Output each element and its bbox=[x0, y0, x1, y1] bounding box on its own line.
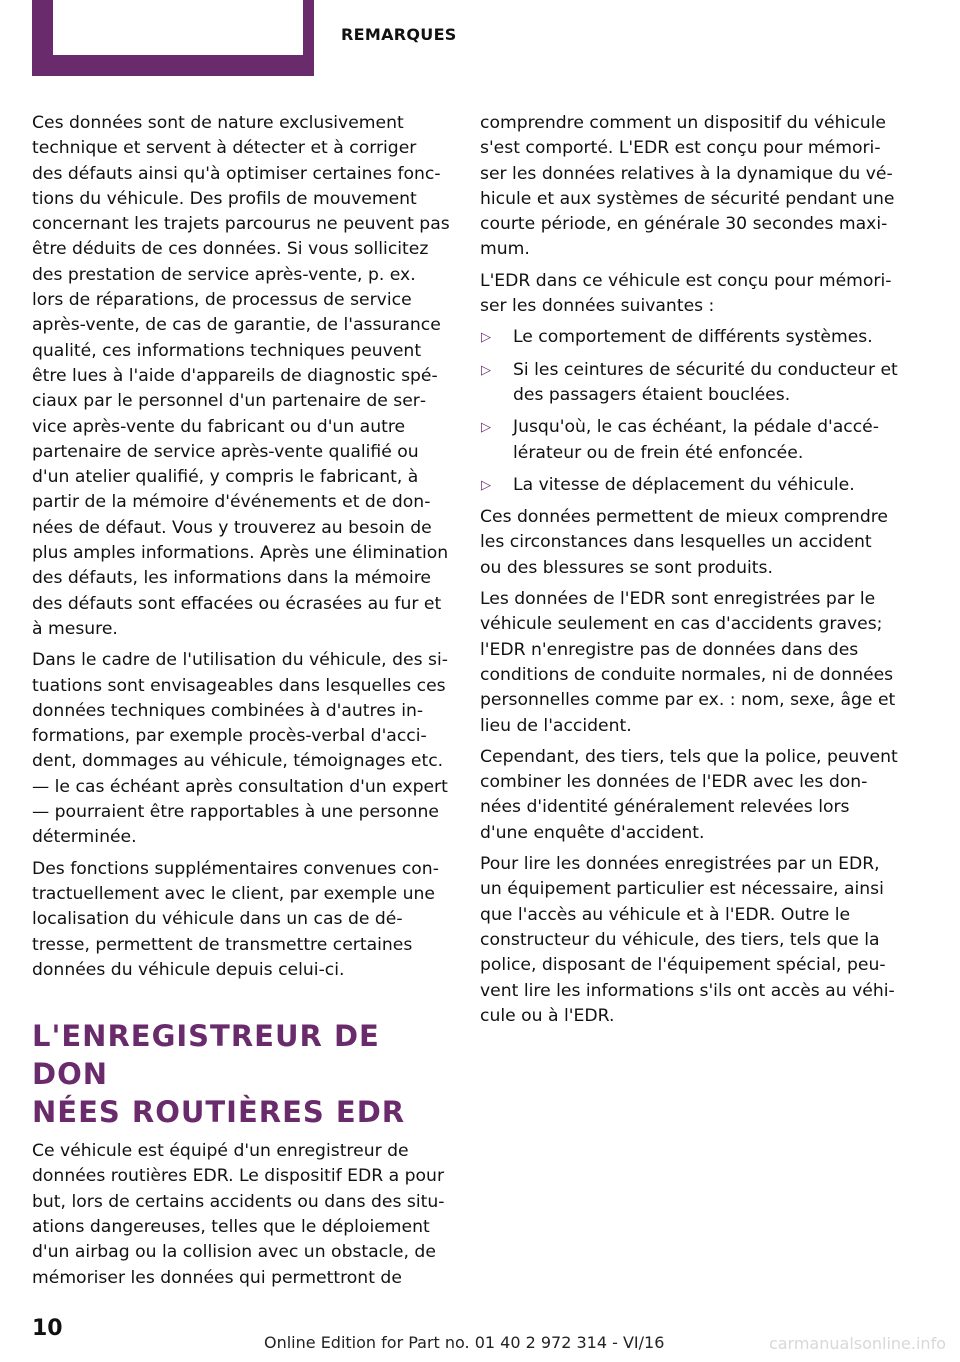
triangle-right-icon: ▷ bbox=[481, 420, 491, 436]
list-item bbox=[480, 325, 898, 350]
list-item-text: Jusqu'où, le cas échéant, la pédale d'accélérateur ou de frein été enfoncée. bbox=[513, 417, 879, 463]
section-heading-line: NÉES ROUTIÈRES EDR bbox=[32, 1095, 406, 1130]
header-tab-inner bbox=[53, 0, 303, 55]
paragraph: comprendre comment un dispositif du véhicule s'est comporté. L'EDR est conçu pour mémoriser les données relatives à la dynamique du véhicule et aux systèmes de sécurité pendant une courte période, en générale 30 secondes maximum. bbox=[480, 113, 895, 260]
triangle-right-icon: ▷ bbox=[481, 477, 491, 493]
bullet-list bbox=[480, 325, 898, 498]
header-tab bbox=[32, 0, 314, 76]
paragraph: Les données de l'EDR sont enregistrées par le véhicule seulement en cas d'accidents graves; l'EDR n'enregistre pas de données dans des conditions de conduite normales, ni de données personnelles comme par ex. : nom, sexe, âge et lieu de l'accident. bbox=[480, 589, 896, 736]
section-heading bbox=[32, 1017, 450, 1131]
list-item bbox=[480, 358, 898, 409]
header-title: REMARQUES bbox=[341, 25, 457, 44]
paragraph: Ces données permettent de mieux comprendre les circonstances dans lesquelles un accident ou des blessures se sont produits. bbox=[480, 507, 889, 578]
right-column bbox=[480, 111, 898, 1035]
paragraph: Pour lire les données enregistrées par un EDR, un équipement particulier est nécessaire, ainsi que l'accès au véhicule et à l'EDR. Outre le constructeur du véhicule, des tiers, tels que la police, disposant de l'équipement spécial, peuvent lire les informations s'ils ont accès au véhicule ou à l'EDR. bbox=[480, 854, 895, 1026]
page-number: 10 bbox=[32, 1316, 63, 1341]
section-heading-line: L'ENREGISTREUR DE DON bbox=[32, 1019, 380, 1092]
paragraph: Cependant, des tiers, tels que la police, peuvent combiner les données de l'EDR avec les données d'identité généralement relevées lors d'une enquête d'accident. bbox=[480, 746, 898, 843]
left-column bbox=[32, 111, 450, 1297]
watermark: carmanualsonline.info bbox=[768, 1334, 946, 1353]
paragraph: Ces données sont de nature exclusivement technique et servent à détecter et à corriger des défauts ainsi qu'à optimiser certaines fonctions du véhicule. Des profils de mouvement concernant les trajets parcourus ne peuvent pas être déduits de ces données. Si vous sollicitez des prestation de service après-vente, p. ex. lors de réparations, de processus de service après-vente, de cas de garantie, de l'assurance qualité, ces informations techniques peuvent être lues à l'aide d'appareils de diagnostic spéciaux par le personnel d'un partenaire de service après-vente du fabricant ou d'un autre partenaire de service après-vente qualifié ou d'un atelier qualifié, y compris le fabricant, à partir de la mémoire d'événements et de données de défaut. Vous y trouverez au besoin de plus amples informations. Après une élimination des défauts, les informations dans la mémoire des défauts sont effacées ou écrasées au fur et à mesure. bbox=[32, 113, 450, 639]
list-item-text: Le comportement de différents systèmes. bbox=[513, 327, 873, 348]
paragraph: Des fonctions supplémentaires convenues contractuellement avec le client, par exemple une localisation du véhicule dans un cas de détresse, permettent de transmettre certaines données du véhicule depuis celui-ci. bbox=[32, 858, 439, 980]
paragraph: Ce véhicule est équipé d'un enregistreur de données routières EDR. Le dispositif EDR a pour but, lors de certains accidents ou dans des situations dangereuses, telles que le déploiement d'un airbag ou la collision avec un obstacle, de mémoriser les données qui permettront de bbox=[32, 1141, 445, 1288]
edition-footer: Online Edition for Part no. 01 40 2 972 314 - VI/16 bbox=[264, 1333, 665, 1352]
list-item-text: La vitesse de déplacement du véhicule. bbox=[513, 474, 855, 495]
paragraph: Dans le cadre de l'utilisation du véhicule, des situations sont envisageables dans lesquelles ces données techniques combinées à d'autres informations, par exemple procès-verbal d'accident, dommages au véhicule, témoignages etc. — le cas échéant après consultation d'un expert — pourraient être rapportables à une personne déterminée. bbox=[32, 650, 448, 848]
list-item bbox=[480, 415, 898, 466]
triangle-right-icon: ▷ bbox=[481, 330, 491, 346]
paragraph: L'EDR dans ce véhicule est conçu pour mémoriser les données suivantes : bbox=[480, 270, 892, 317]
triangle-right-icon: ▷ bbox=[481, 362, 491, 378]
list-item-text: Si les ceintures de sécurité du conducteur et des passagers étaient bouclées. bbox=[513, 359, 898, 405]
list-item bbox=[480, 473, 898, 498]
